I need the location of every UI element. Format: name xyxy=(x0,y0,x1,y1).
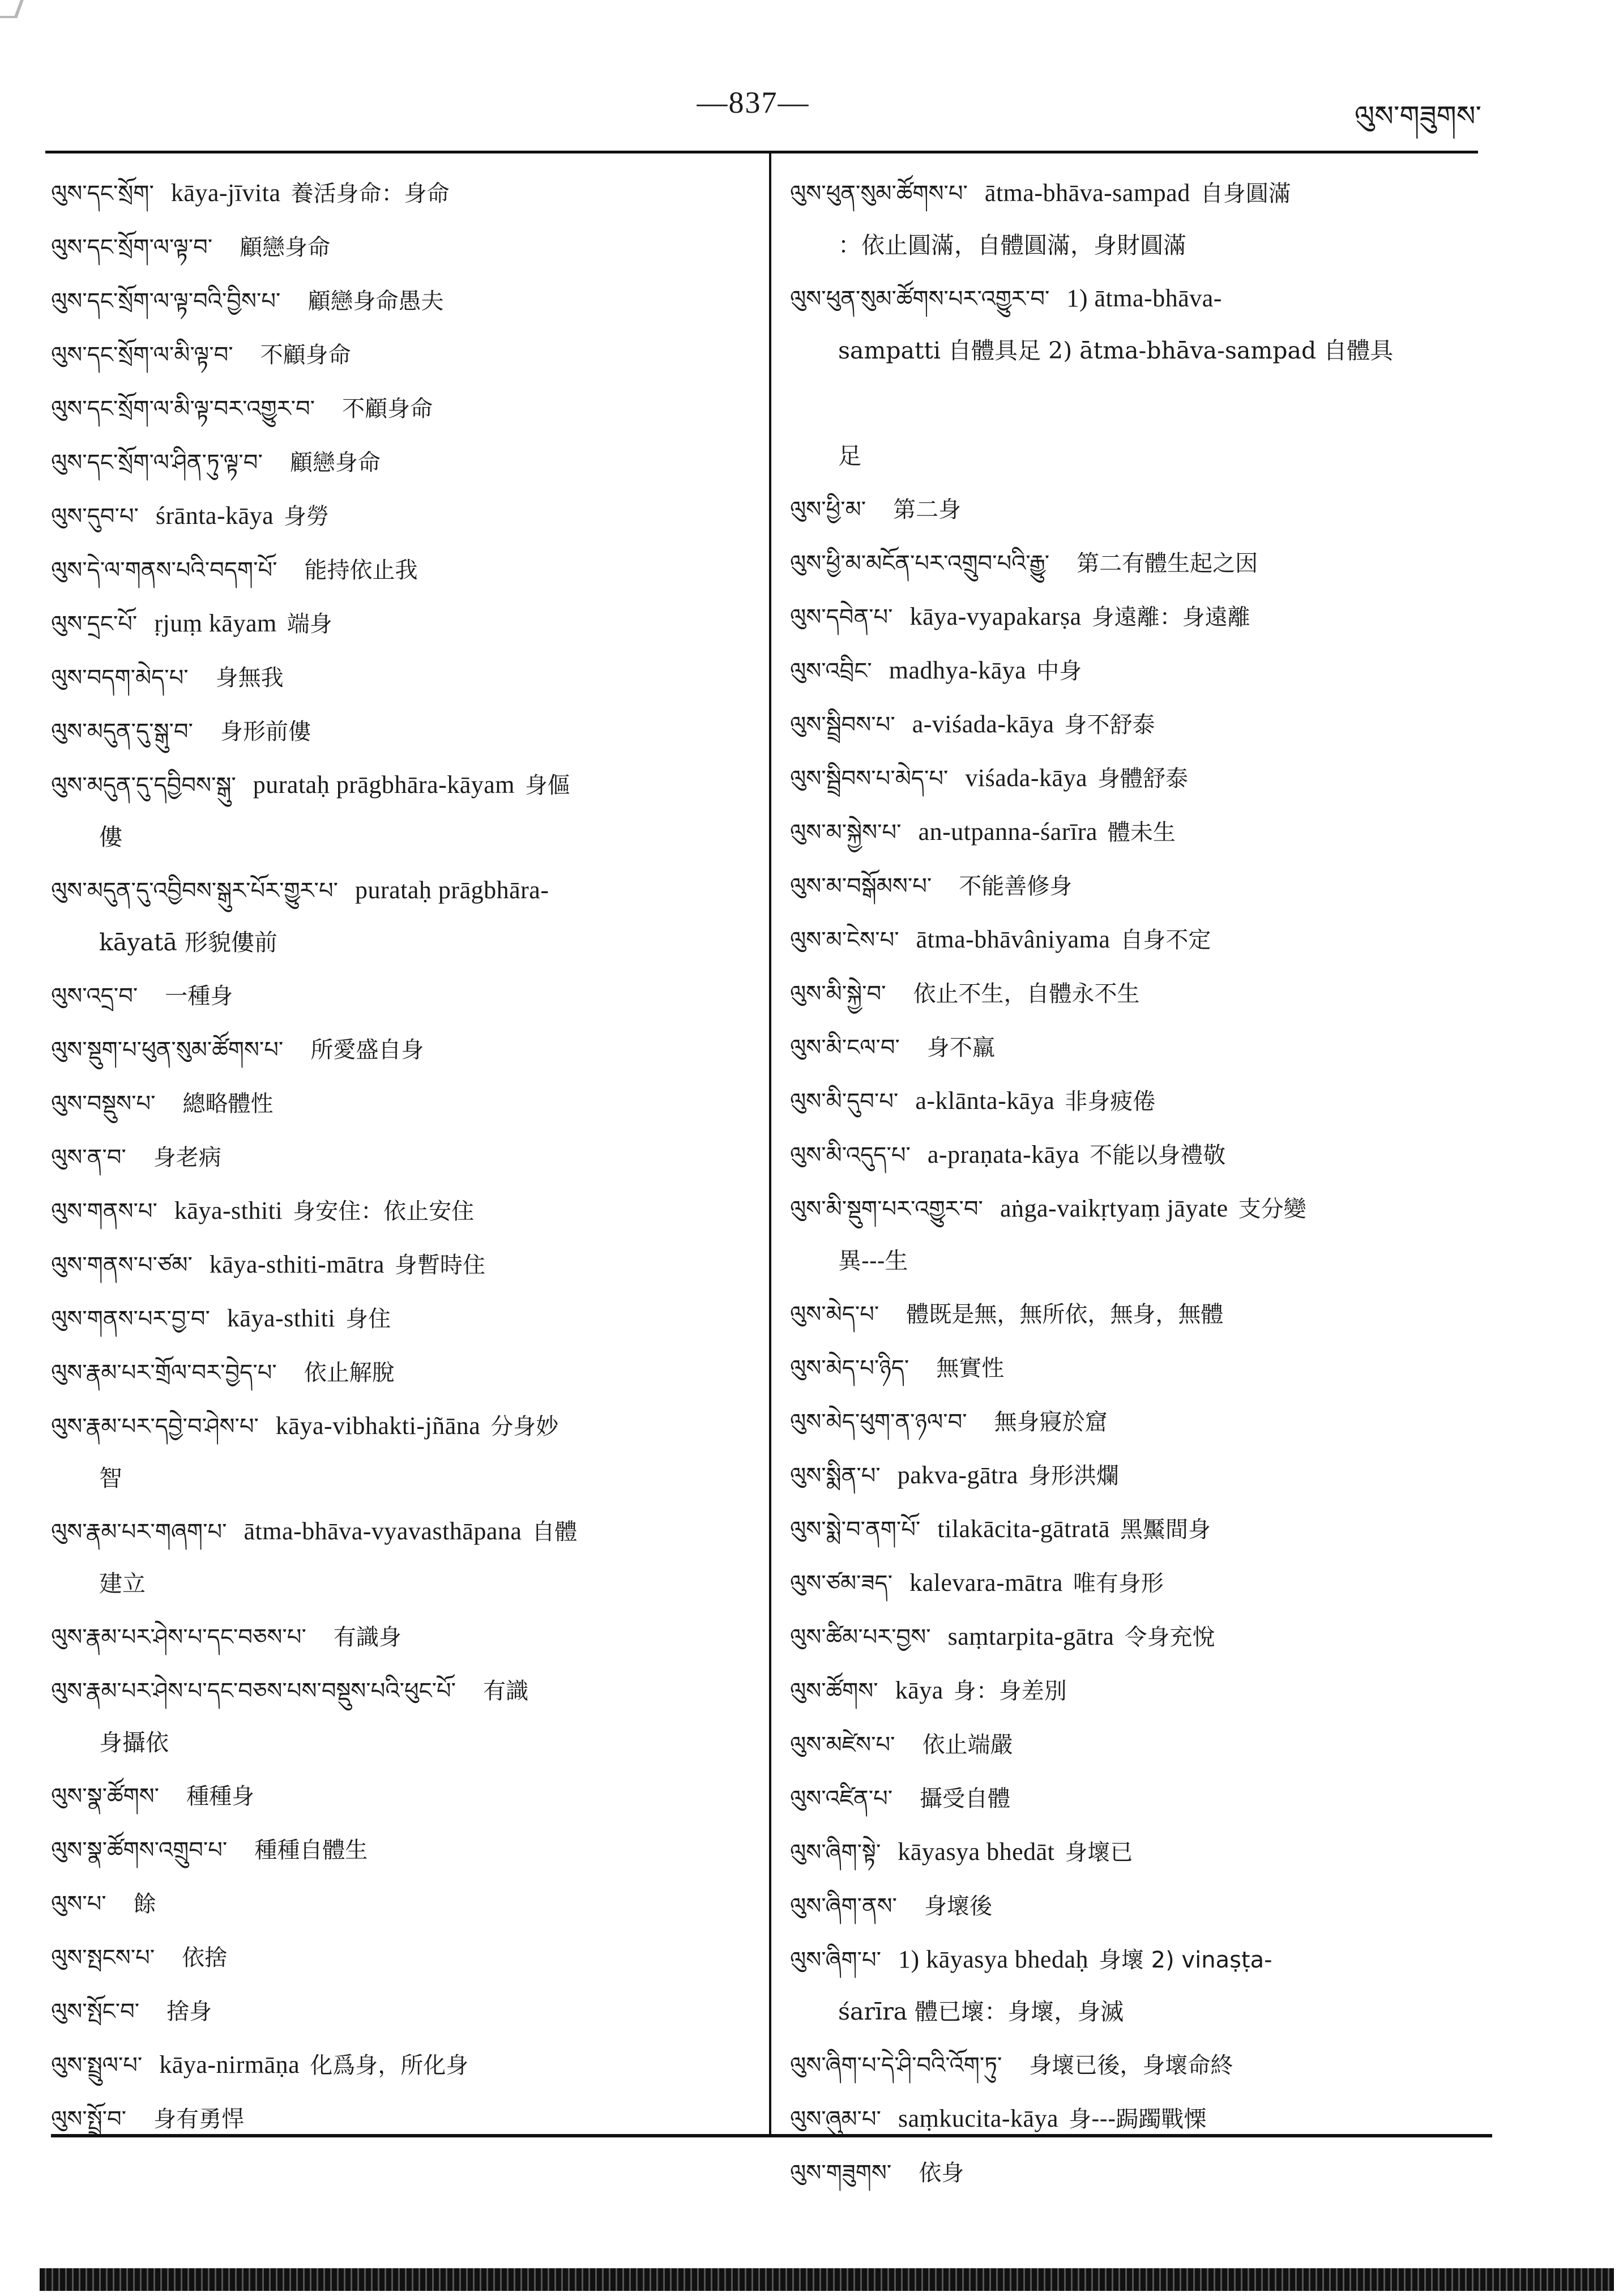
tibetan-headword: ལུས་གནས་པ་ཙམ་ xyxy=(51,1252,193,1278)
dictionary-entry xyxy=(51,1346,742,1399)
sanskrit-term: a-praṇata-kāya xyxy=(927,1141,1080,1168)
dictionary-entry xyxy=(790,536,1487,590)
dictionary-entry xyxy=(51,1077,742,1130)
tibetan-headword: ལུས་གཟུགས་ xyxy=(790,2160,892,2186)
tibetan-headword: ལུས་གནས་པར་བྱ་བ་ xyxy=(51,1306,210,1332)
corner-mark xyxy=(0,0,24,18)
chinese-gloss: 令身充悅 xyxy=(1124,1624,1215,1650)
tibetan-headword: ལུས་མི་དུབ་པ་ xyxy=(790,1089,899,1115)
tibetan-headword: ལུས་ཕུན་སུམ་ཚོགས་པ་ xyxy=(790,181,968,207)
footer-rule xyxy=(51,2134,1492,2137)
tibetan-headword: ལུས་མི་འདུད་པ་ xyxy=(790,1142,911,1168)
sanskrit-term: kāya-nirmāṇa xyxy=(159,2051,300,2079)
chinese-gloss: 捨身 xyxy=(166,1999,212,2025)
sanskrit-term: purataḥ prāgbhāra-kāyam xyxy=(253,771,515,799)
tibetan-headword: ལུས་ཙམ་ཟད་ xyxy=(790,1571,893,1597)
tibetan-headword: ལུས་དང་སྲོག་ལ་མི་ལྟ་བ་ xyxy=(51,342,233,368)
dictionary-entry xyxy=(51,2092,742,2146)
tibetan-headword: ལུས་བདག་མེད་པ་ xyxy=(51,665,189,691)
sanskrit-term: kāya-jīvita xyxy=(170,179,281,207)
sanskrit-term: kāya-sthiti xyxy=(227,1304,336,1332)
entry-continuation: sampatti 自體具足 2) ātma-bhāva-sampad 自體具 xyxy=(838,337,1394,364)
tibetan-headword: ལུས་སྤྲོ་བ་ xyxy=(51,2106,127,2132)
tibetan-headword: ལུས་དེ་ལ་གནས་པའི་བདག་པོ་ xyxy=(51,557,277,583)
sanskrit-term: an-utpanna-śarīra xyxy=(918,818,1097,846)
chinese-gloss: 分身妙 xyxy=(490,1414,559,1440)
tibetan-headword: ལུས་ཞིག་ནས་ xyxy=(790,1893,898,1919)
dictionary-entry xyxy=(790,1933,1487,2038)
dictionary-entry xyxy=(790,483,1487,536)
dictionary-entry xyxy=(790,859,1487,913)
chinese-gloss: 不能以身禮敬 xyxy=(1090,1142,1226,1168)
tibetan-headword: ལུས་མདུན་དུ་སྒུ་བ་ xyxy=(51,719,193,745)
chinese-gloss: 不顧身命 xyxy=(260,342,351,368)
entry-continuation: 僂 xyxy=(99,823,122,851)
chinese-gloss: 體未生 xyxy=(1107,820,1176,846)
tibetan-headword: ལུས་མི་སྐྱེ་བ་ xyxy=(790,981,886,1007)
chinese-gloss: 無實性 xyxy=(936,1355,1005,1381)
chinese-gloss: 唯有身形 xyxy=(1073,1571,1164,1597)
sanskrit-term: ātma-bhāvâniyama xyxy=(916,925,1111,953)
tibetan-headword: ལུས་རྣམ་པར་གྲོལ་བར་བྱེད་པ་ xyxy=(51,1360,277,1386)
chinese-gloss: 身壞 2) vinaṣṭa- xyxy=(1098,1947,1272,1973)
tibetan-headword: ལུས་འབྲིང་ xyxy=(790,658,872,684)
chinese-gloss: 身壞後 xyxy=(924,1893,993,1919)
chinese-gloss: 身形洪爛 xyxy=(1028,1463,1119,1489)
tibetan-headword: ལུས་དང་སྲོག་ལ་ལྟ་བའི་བྱིས་པ་ xyxy=(51,288,281,314)
entry-continuation: ：依止圓滿，自體圓滿，身財圓滿 xyxy=(838,232,1186,259)
tibetan-headword: ལུས་དབེན་པ་ xyxy=(790,604,893,630)
sanskrit-term: kāya-vibhakti-jñāna xyxy=(275,1412,481,1440)
dictionary-entry xyxy=(790,1341,1487,1395)
dictionary-entry xyxy=(51,651,742,705)
chinese-gloss: 不能善修身 xyxy=(959,873,1073,899)
column-divider xyxy=(769,151,771,2134)
chinese-gloss: 身安住：依止安住 xyxy=(293,1198,475,1224)
entry-continuation: kāyatā 形貌僂前 xyxy=(99,929,277,956)
dictionary-entry xyxy=(51,1823,742,1877)
entry-continuation: 足 xyxy=(838,442,861,470)
tibetan-headword: ལུས་དང་སྲོག་ལ་མི་ལྟ་བར་འགྱུར་བ་ xyxy=(51,396,315,422)
chinese-gloss: 身老病 xyxy=(153,1145,221,1171)
page-number: —837— xyxy=(697,86,810,120)
tibetan-headword: ལུས་སྤྲུལ་པ་ xyxy=(51,2052,143,2079)
chinese-gloss: 黑黶間身 xyxy=(1120,1517,1211,1543)
sanskrit-term: saṃkucita-kāya xyxy=(898,2105,1059,2132)
chinese-gloss: 身住 xyxy=(345,1306,391,1332)
tibetan-headword: ལུས་རྣམ་པར་ཤེས་པ་དང་བཅས་པ་ xyxy=(51,1624,306,1650)
tibetan-headword: ལུས་མ་སྐྱེས་པ་ xyxy=(790,820,902,846)
dictionary-entry xyxy=(51,969,742,1023)
sanskrit-term: madhya-kāya xyxy=(889,656,1027,684)
chinese-gloss: 有識身 xyxy=(333,1624,402,1650)
dictionary-entry xyxy=(51,220,742,274)
chinese-gloss: 能持依止我 xyxy=(304,557,418,583)
tibetan-headword: ལུས་ཞིག་པ་དེ་ཤི་བའི་འོག་ཏུ་ xyxy=(790,2052,1002,2079)
chinese-gloss: 身勞 xyxy=(284,503,330,530)
tibetan-headword: ལུས་དང་སྲོག་ xyxy=(51,181,154,207)
chinese-gloss: 第二有體生起之因 xyxy=(1077,550,1258,577)
dictionary-entry xyxy=(51,2038,742,2092)
dictionary-entry xyxy=(51,489,742,543)
chinese-gloss: 身不舒泰 xyxy=(1064,712,1155,738)
dictionary-entry xyxy=(790,1718,1487,1772)
chinese-gloss: 顧戀身命 xyxy=(289,450,381,476)
chinese-gloss: 身壞已後，身壞命終 xyxy=(1029,2052,1233,2079)
dictionary-entry xyxy=(790,1879,1487,1933)
tibetan-headword: ལུས་སྣ་ཚོགས་ xyxy=(51,1783,160,1810)
tibetan-headword: ལུས་ཚོགས་ xyxy=(790,1678,878,1704)
right-column xyxy=(790,167,1487,2200)
dictionary-entry xyxy=(790,377,1487,483)
tibetan-headword: ལུས་སྤངས་པ་ xyxy=(51,1945,155,1971)
dictionary-entry xyxy=(51,1130,742,1184)
chinese-gloss: 依捨 xyxy=(182,1945,228,1971)
dictionary-entry xyxy=(51,1877,742,1931)
left-column xyxy=(51,167,742,2146)
chinese-gloss: 身傴 xyxy=(525,773,571,799)
dictionary-entry xyxy=(790,167,1487,272)
chinese-gloss: 體既是無，無所依，無身，無體 xyxy=(906,1301,1224,1328)
dictionary-entry xyxy=(51,758,742,864)
tibetan-headword: ལུས་མེད་པ་ཉིད་ xyxy=(790,1355,909,1381)
tibetan-headword: ལུས་ཞིག་སྟེ་ xyxy=(790,1840,881,1866)
dictionary-entry xyxy=(790,1772,1487,1825)
tibetan-headword: ལུས་ཞུམ་པ་ xyxy=(790,2106,881,2132)
dictionary-entry xyxy=(790,1610,1487,1664)
chinese-gloss: 身有勇悍 xyxy=(153,2106,245,2132)
dictionary-entry xyxy=(790,1825,1487,1879)
chinese-gloss: 第二身 xyxy=(893,497,962,523)
entry-continuation: 建立 xyxy=(99,1570,146,1597)
dictionary-entry xyxy=(790,967,1487,1021)
tibetan-headword: ལུས་མི་སྡུག་པར་འགྱུར་བ་ xyxy=(790,1196,983,1222)
sanskrit-term: śrānta-kāya xyxy=(155,502,274,530)
chinese-gloss: 身---跼躅戰慄 xyxy=(1069,2106,1207,2132)
dictionary-entry xyxy=(51,864,742,969)
dictionary-entry xyxy=(790,2038,1487,2092)
dictionary-entry xyxy=(790,1182,1487,1287)
entry-continuation: śarīra 體已壞：身壞，身滅 xyxy=(838,1998,1124,2025)
dictionary-entry xyxy=(790,1395,1487,1449)
tibetan-headword: ལུས་ཕྱི་མ་མངོན་པར་འགྲུབ་པའི་རྒྱུ་ xyxy=(790,550,1050,577)
chinese-gloss: 一種身 xyxy=(165,983,233,1009)
dictionary-entry xyxy=(790,2092,1487,2146)
tibetan-headword: ལུས་འཛིན་པ་ xyxy=(790,1786,893,1812)
sanskrit-term: kalevara-mātra xyxy=(909,1569,1063,1597)
chinese-gloss: 身遠離：身遠離 xyxy=(1091,604,1250,630)
chinese-gloss: 身壞已 xyxy=(1065,1840,1133,1866)
tibetan-headword: ལུས་དྲང་པོ་ xyxy=(51,611,138,637)
running-head: ལུས་གཟུགས་ xyxy=(1354,100,1481,133)
tibetan-headword: ལུས་མཛེས་པ་ xyxy=(790,1732,895,1758)
dictionary-entry xyxy=(790,1074,1487,1128)
dictionary-entry xyxy=(790,1449,1487,1503)
tibetan-headword: ལུས་གནས་པ་ xyxy=(51,1198,157,1224)
dictionary-entry xyxy=(51,543,742,597)
sanskrit-term: aṅga-vaikṛtyaṃ jāyate xyxy=(1000,1194,1228,1222)
dictionary-entry xyxy=(790,272,1487,377)
tibetan-headword: ལུས་མདུན་དུ་དབྱིབས་སྒུ་ xyxy=(51,773,236,799)
tibetan-headword: ལུས་ཕུན་སུམ་ཚོགས་པར་འགྱུར་བ་ xyxy=(790,286,1050,312)
tibetan-headword: ལུས་དང་སྲོག་ལ་ལྟ་བ་ xyxy=(51,234,213,261)
chinese-gloss: 身形前僂 xyxy=(220,719,311,745)
sanskrit-term: ātma-bhāva-sampad xyxy=(984,179,1190,207)
scan-edge-band xyxy=(40,2268,1614,2291)
chinese-gloss: 顧戀身命 xyxy=(240,234,331,261)
chinese-gloss: 顧戀身命愚夫 xyxy=(307,288,444,314)
chinese-gloss: 餘 xyxy=(133,1891,156,1917)
dictionary-entry xyxy=(790,1664,1487,1718)
sanskrit-term: kāya xyxy=(895,1676,943,1704)
dictionary-entry xyxy=(51,1184,742,1238)
dictionary-entry xyxy=(790,698,1487,752)
chinese-gloss: 所愛盛自身 xyxy=(310,1037,424,1063)
sanskrit-term: ṛjuṃ kāyam xyxy=(154,609,277,637)
tibetan-headword: ལུས་ཞིག་པ་ xyxy=(790,1947,882,1973)
tibetan-headword: ལུས་པ་ xyxy=(51,1891,106,1917)
chinese-gloss: 非身疲倦 xyxy=(1065,1089,1156,1115)
dictionary-entry xyxy=(51,1023,742,1077)
dictionary-entry xyxy=(51,382,742,436)
chinese-gloss: 身：身差別 xyxy=(953,1678,1067,1704)
sanskrit-term: saṃtarpita-gātra xyxy=(947,1623,1114,1650)
dictionary-entry xyxy=(51,1238,742,1292)
header-rule xyxy=(45,151,1478,153)
sanskrit-term: 1) ātma-bhāva- xyxy=(1066,284,1222,312)
tibetan-headword: ལུས་དང་སྲོག་ལ་ཤིན་ཏུ་ལྟ་བ་ xyxy=(51,450,263,476)
sanskrit-term: kāya-vyapakarṣa xyxy=(909,603,1082,630)
tibetan-headword: ལུས་འདྲ་བ་ xyxy=(51,983,138,1009)
chinese-gloss: 身不羸 xyxy=(926,1035,995,1061)
chinese-gloss: 依身 xyxy=(919,2160,964,2186)
tibetan-headword: ལུས་རྣམ་པར་ཤེས་པ་དང་བཅས་པས་བསྡུས་པའི་ཕུང་པོ་ xyxy=(51,1678,456,1704)
sanskrit-term: kāya-sthiti xyxy=(174,1197,283,1224)
chinese-gloss: 身無我 xyxy=(215,665,284,691)
chinese-gloss: 總略體性 xyxy=(182,1091,274,1117)
dictionary-entry xyxy=(790,1021,1487,1074)
dictionary-entry xyxy=(51,436,742,489)
sanskrit-term: 1) kāyasya bhedaḥ xyxy=(898,1945,1088,1973)
tibetan-headword: ལུས་སྦྲིབས་པ་ xyxy=(790,712,895,738)
sanskrit-term: kāyasya bhedāt xyxy=(898,1838,1055,1866)
tibetan-headword: ལུས་མདུན་དུ་འབྱིབས་སྒུར་པོར་གྱུར་པ་ xyxy=(51,878,338,904)
dictionary-entry xyxy=(790,913,1487,967)
chinese-gloss: 依止不生，自體永不生 xyxy=(913,981,1140,1007)
sanskrit-term: a-klānta-kāya xyxy=(915,1087,1055,1115)
dictionary-entry xyxy=(790,644,1487,698)
sanskrit-term: viśada-kāya xyxy=(965,764,1088,792)
dictionary-entry xyxy=(51,705,742,758)
chinese-gloss: 不顧身命 xyxy=(342,396,433,422)
chinese-gloss: 中身 xyxy=(1036,658,1082,684)
dictionary-entry xyxy=(790,1556,1487,1610)
dictionary-entry xyxy=(790,590,1487,644)
chinese-gloss: 端身 xyxy=(287,611,332,637)
dictionary-entry xyxy=(51,1292,742,1346)
dictionary-entry xyxy=(51,1769,742,1823)
sanskrit-term: pakva-gātra xyxy=(897,1461,1018,1489)
chinese-gloss: 依止端嚴 xyxy=(922,1732,1013,1758)
tibetan-headword: ལུས་མ་ངེས་པ་ xyxy=(790,927,899,953)
chinese-gloss: 有識 xyxy=(483,1678,529,1704)
dictionary-entry xyxy=(790,2146,1487,2200)
chinese-gloss: 支分變 xyxy=(1238,1196,1306,1222)
chinese-gloss: 攝受自體 xyxy=(920,1786,1011,1812)
chinese-gloss: 種種身 xyxy=(186,1783,255,1810)
dictionary-entry xyxy=(790,1128,1487,1182)
chinese-gloss: 自身不定 xyxy=(1120,927,1211,953)
tibetan-headword: ལུས་རྣམ་པར་གཞག་པ་ xyxy=(51,1519,227,1545)
tibetan-headword: ལུས་སྡུག་པ་ཕུན་སུམ་ཚོགས་པ་ xyxy=(51,1037,284,1063)
tibetan-headword: ལུས་ཚིམ་པར་བྱས་ xyxy=(790,1624,931,1650)
dictionary-entry xyxy=(51,1985,742,2038)
chinese-gloss: 養活身命：身命 xyxy=(291,181,450,207)
tibetan-headword: ལུས་སྨེ་བ་ནག་པོ་ xyxy=(790,1517,921,1543)
sanskrit-term: tilakācita-gātratā xyxy=(937,1515,1110,1543)
tibetan-headword: ལུས་མི་ངལ་བ་ xyxy=(790,1035,900,1061)
sanskrit-term: purataḥ prāgbhāra- xyxy=(355,876,549,904)
entry-continuation: 異---生 xyxy=(838,1247,908,1274)
dictionary-entry xyxy=(51,1931,742,1985)
chinese-gloss: 依止解脫 xyxy=(304,1360,395,1386)
tibetan-headword: ལུས་མ་བསྒོམས་པ་ xyxy=(790,873,932,899)
chinese-gloss: 自體 xyxy=(532,1519,578,1545)
tibetan-headword: ལུས་དུབ་པ་ xyxy=(51,503,139,530)
dictionary-entry xyxy=(790,1503,1487,1556)
chinese-gloss: 身體舒泰 xyxy=(1097,766,1189,792)
sanskrit-term: kāya-sthiti-mātra xyxy=(209,1251,385,1278)
tibetan-headword: ལུས་མེད་པ་ xyxy=(790,1301,879,1328)
tibetan-headword: ལུས་སྤོང་བ་ xyxy=(51,1999,140,2025)
tibetan-headword: ལུས་སྣ་ཚོགས་འགྲུབ་པ་ xyxy=(51,1837,228,1863)
tibetan-headword: ལུས་སྨིན་པ་ xyxy=(790,1463,881,1489)
dictionary-entry xyxy=(51,1610,742,1664)
sanskrit-term: ātma-bhāva-vyavasthāpana xyxy=(244,1517,522,1545)
tibetan-headword: ལུས་ན་བ་ xyxy=(51,1145,126,1171)
tibetan-headword: ལུས་མེད་ཕུག་ན་ཉལ་བ་ xyxy=(790,1409,967,1435)
dictionary-entry xyxy=(51,1399,742,1505)
dictionary-entry xyxy=(51,1664,742,1769)
dictionary-entry xyxy=(790,752,1487,805)
chinese-gloss: 無身寢於窟 xyxy=(994,1409,1108,1435)
dictionary-entry xyxy=(790,1287,1487,1341)
dictionary-entry xyxy=(51,167,742,220)
entry-continuation: 身攝依 xyxy=(99,1729,169,1756)
chinese-gloss: 化爲身，所化身 xyxy=(310,2052,469,2079)
dictionary-entry xyxy=(51,274,742,328)
tibetan-headword: ལུས་ཕྱི་མ་ xyxy=(790,497,866,523)
tibetan-headword: ལུས་སྦྲིབས་པ་མེད་པ་ xyxy=(790,766,949,792)
sanskrit-term: a-viśada-kāya xyxy=(912,710,1054,738)
chinese-gloss: 種種自體生 xyxy=(254,1837,368,1863)
tibetan-headword: ལུས་བསྡུས་པ་ xyxy=(51,1091,156,1117)
tibetan-headword: ལུས་རྣམ་པར་དབྱེ་བ་ཤེས་པ་ xyxy=(51,1414,259,1440)
entry-continuation: 智 xyxy=(99,1465,122,1492)
dictionary-entry xyxy=(51,1505,742,1610)
dictionary-entry xyxy=(51,597,742,651)
dictionary-entry xyxy=(790,805,1487,859)
chinese-gloss: 身暫時住 xyxy=(394,1252,485,1278)
chinese-gloss: 自身圓滿 xyxy=(1200,181,1291,207)
dictionary-entry xyxy=(51,328,742,382)
